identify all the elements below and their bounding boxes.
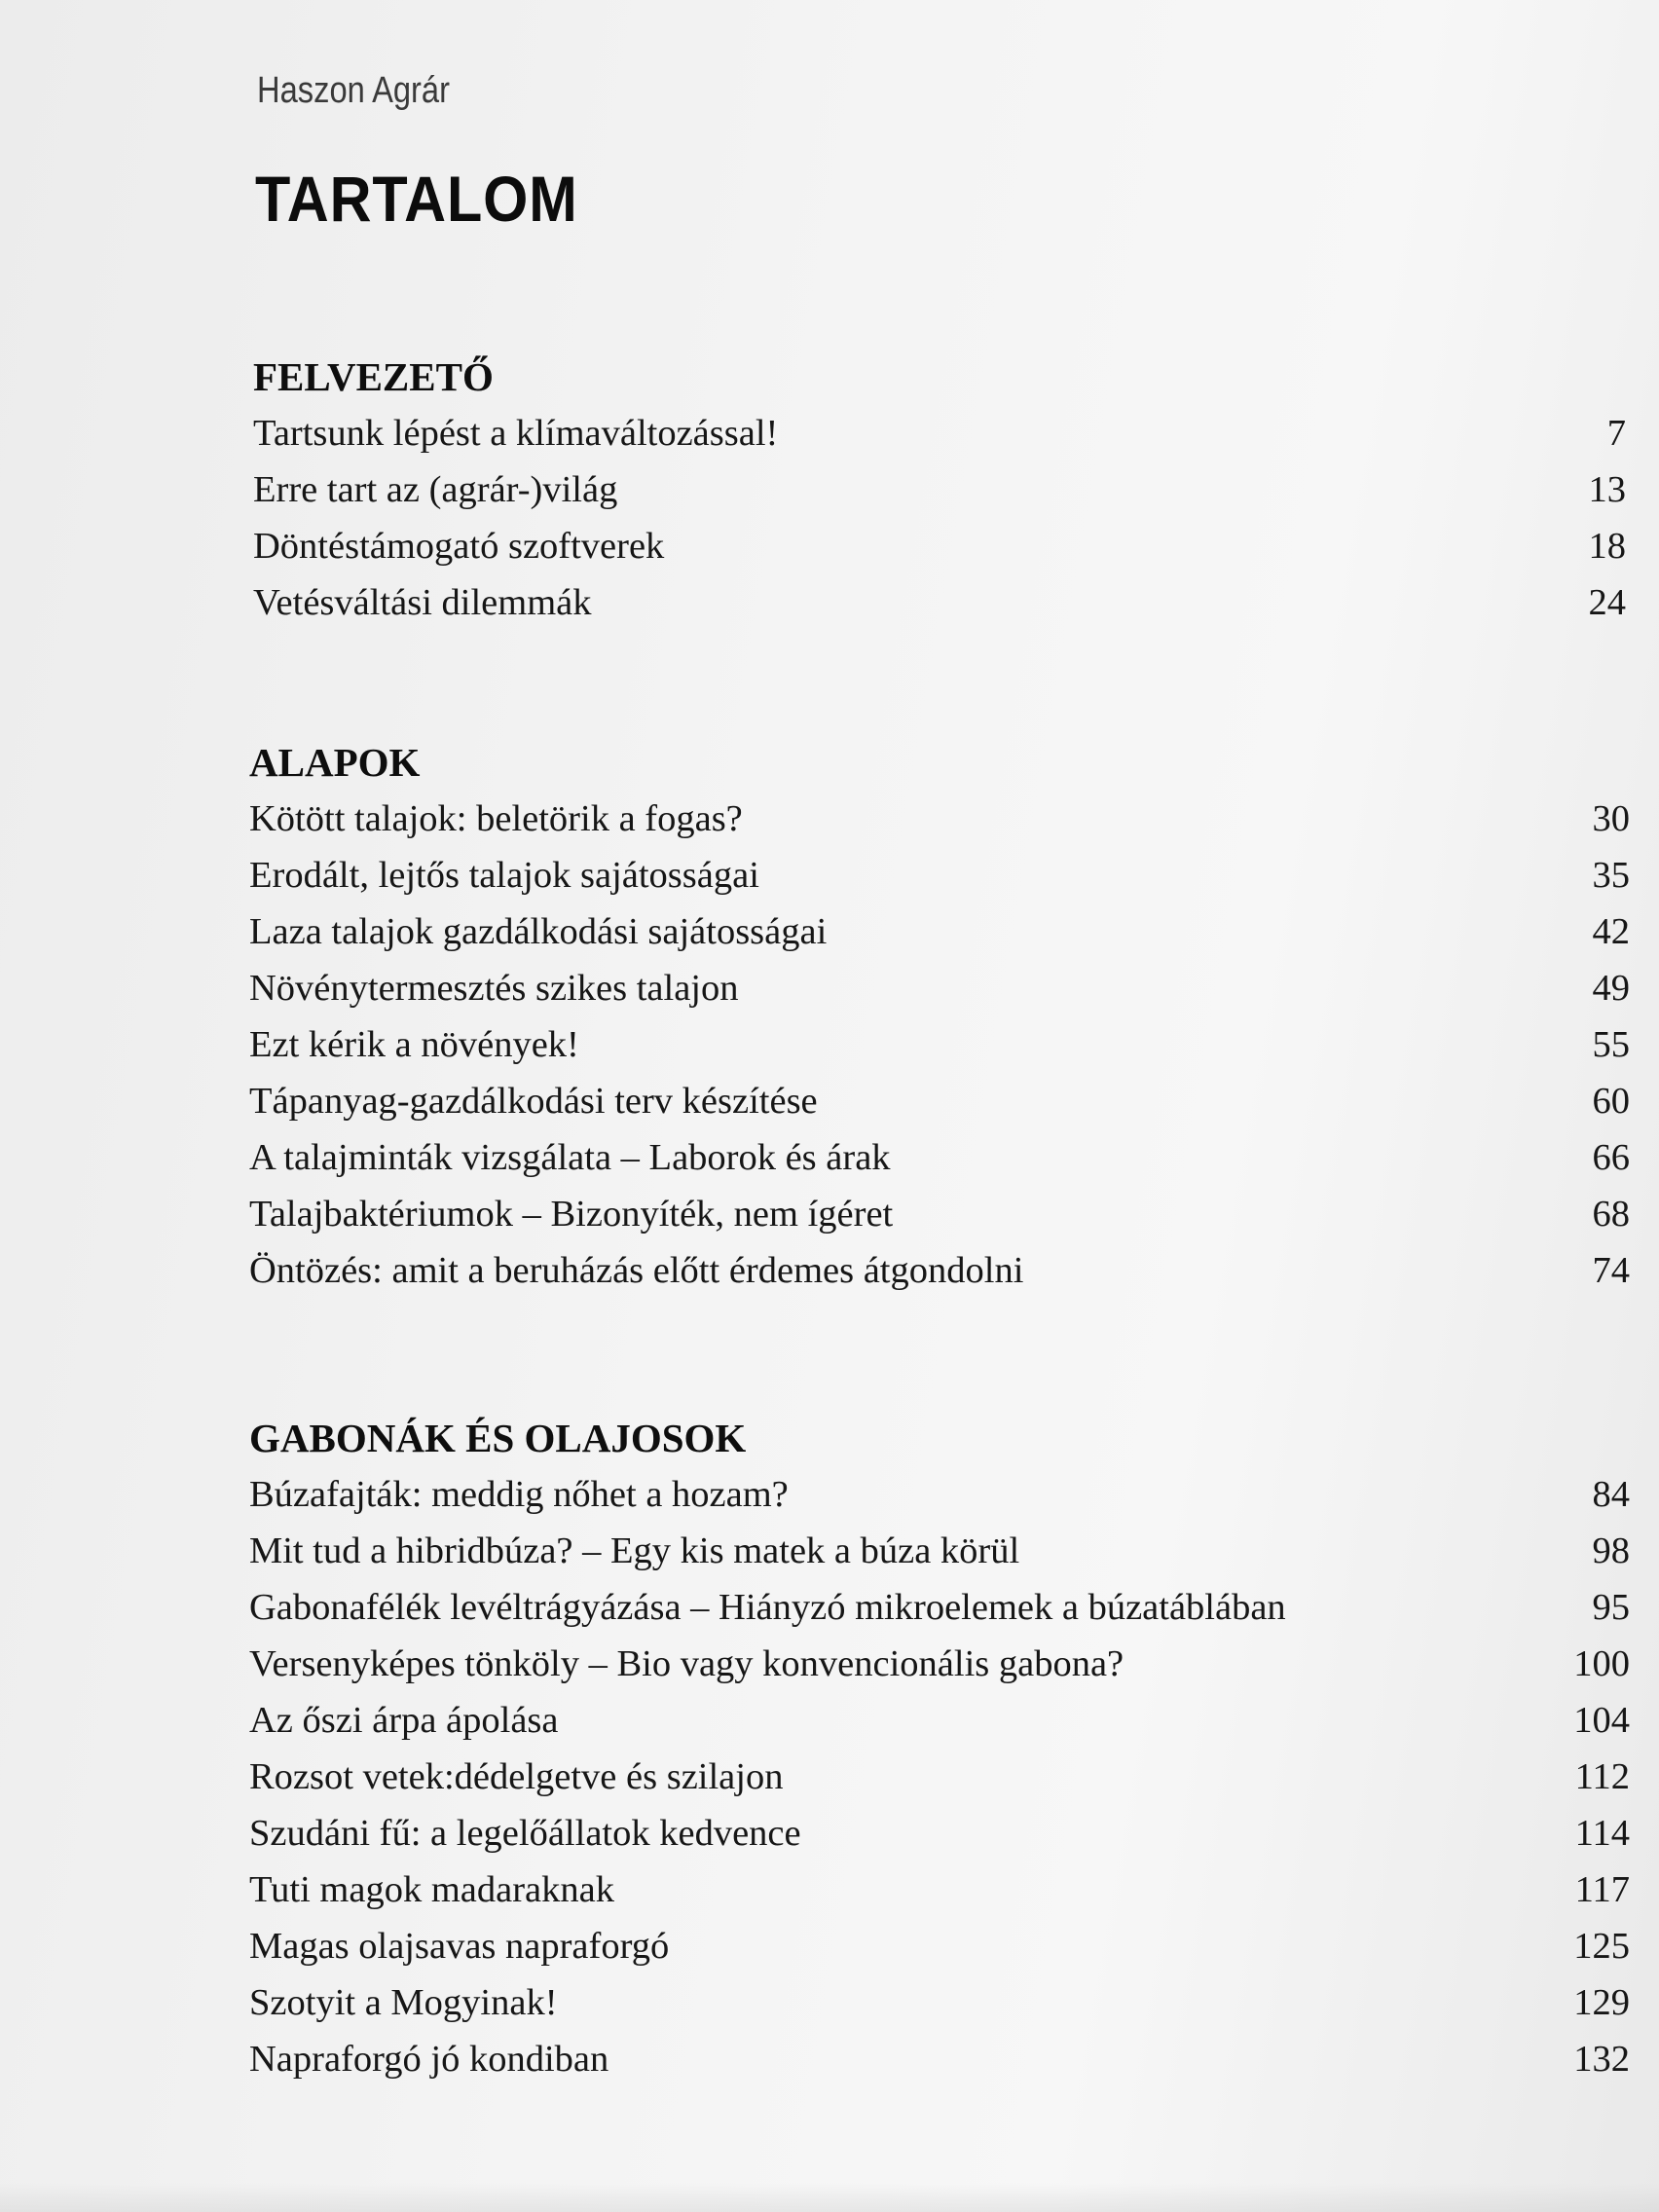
- entry-title: Döntéstámogató szoftverek: [253, 526, 665, 567]
- entry-page-number: 66: [1592, 1137, 1630, 1178]
- entry-title: Mit tud a hibridbúza? – Egy kis matek a búza körül: [249, 1530, 1020, 1571]
- entry-title: Erre tart az (agrár-)világ: [253, 469, 618, 510]
- entry-page-number: 95: [1592, 1587, 1630, 1628]
- entry-page-number: 112: [1574, 1756, 1630, 1797]
- entry-page-number: 104: [1573, 1700, 1630, 1741]
- entry-title: Ezt kérik a növények!: [249, 1024, 579, 1065]
- toc-entry: [245, 1466, 1636, 1523]
- entry-title: Talajbaktériumok – Bizonyíték, nem ígéret: [249, 1194, 894, 1235]
- entry-title: Tápanyag-gazdálkodási terv készítése: [249, 1081, 818, 1122]
- toc-entry: [245, 1579, 1636, 1636]
- entry-title: Erodált, lejtős talajok sajátosságai: [249, 855, 759, 896]
- toc-entry: [245, 1242, 1636, 1299]
- entry-title: Vetésváltási dilemmák: [253, 582, 592, 623]
- toc-entry: [245, 1073, 1636, 1129]
- section-heading: ALAPOK: [249, 740, 421, 785]
- toc-entry: [249, 518, 1632, 574]
- entry-page-number: 100: [1573, 1643, 1630, 1684]
- entry-page-number: 55: [1592, 1024, 1630, 1065]
- toc-entry: [249, 461, 1632, 518]
- entry-page-number: 30: [1592, 798, 1630, 839]
- entry-title: Napraforgó jó kondiban: [249, 2039, 609, 2080]
- entry-page-number: 13: [1588, 469, 1626, 510]
- toc-entry: [245, 1805, 1636, 1862]
- toc-entry: [245, 847, 1636, 903]
- toc-section-felvezeto: [249, 349, 1632, 631]
- toc-entry: [245, 1974, 1636, 2031]
- entry-title: Öntözés: amit a beruházás előtt érdemes átgondolni: [249, 1250, 1024, 1291]
- entry-page-number: 42: [1592, 911, 1630, 952]
- entry-title: Magas olajsavas napraforgó: [249, 1926, 670, 1967]
- entry-page-number: 98: [1592, 1530, 1630, 1571]
- entry-title: Búzafajták: meddig nőhet a hozam?: [249, 1474, 789, 1515]
- publisher-name: Haszon Agrár: [257, 70, 451, 111]
- toc-section-gabonak-es-olajosok: [245, 1410, 1636, 2087]
- toc-entry: [245, 960, 1636, 1016]
- entry-page-number: 35: [1592, 855, 1630, 896]
- entry-title: Szotyit a Mogyinak!: [249, 1982, 558, 2023]
- entry-title: Szudáni fű: a legelőállatok kedvence: [249, 1813, 801, 1854]
- page-title: TARTALOM: [255, 163, 578, 235]
- toc-entry: [245, 903, 1636, 960]
- toc-entry: [249, 574, 1632, 631]
- entry-page-number: 132: [1573, 2039, 1630, 2080]
- entry-title: Kötött talajok: beletörik a fogas?: [249, 798, 743, 839]
- entry-page-number: 74: [1592, 1250, 1630, 1291]
- entry-page-number: 114: [1574, 1813, 1630, 1854]
- toc-entry: [245, 1636, 1636, 1692]
- entry-page-number: 7: [1606, 413, 1626, 454]
- toc-entry: [245, 1918, 1636, 1974]
- entry-page-number: 129: [1573, 1982, 1630, 2023]
- entry-title: Versenyképes tönköly – Bio vagy konvencionális gabona?: [249, 1643, 1124, 1684]
- entry-page-number: 68: [1592, 1194, 1630, 1235]
- toc-entry: [245, 1523, 1636, 1579]
- entry-page-number: 49: [1592, 968, 1630, 1009]
- entry-title: Tuti magok madaraknak: [249, 1869, 614, 1910]
- entry-page-number: 24: [1588, 582, 1626, 623]
- entry-page-number: 60: [1592, 1081, 1630, 1122]
- entry-title: Gabonafélék levéltrágyázása – Hiányzó mikroelemek a búzatáblában: [249, 1587, 1286, 1628]
- toc-section-alapok: [245, 734, 1636, 1299]
- toc-entry: [245, 1862, 1636, 1918]
- entry-title: Tartsunk lépést a klímaváltozással!: [253, 413, 779, 454]
- entry-title: A talajminták vizsgálata – Laborok és árak: [249, 1137, 891, 1178]
- entry-page-number: 117: [1574, 1869, 1630, 1910]
- entry-title: Az őszi árpa ápolása: [249, 1700, 559, 1741]
- section-heading: GABONÁK ÉS OLAJOSOK: [249, 1416, 747, 1460]
- entry-page-number: 84: [1592, 1474, 1630, 1515]
- page-bottom-shadow: [0, 2183, 1659, 2212]
- entry-title: Növénytermesztés szikes talajon: [249, 968, 739, 1009]
- toc-entry: [245, 1186, 1636, 1242]
- toc-entry: [245, 2031, 1636, 2087]
- toc-entry: [245, 1692, 1636, 1749]
- section-heading: FELVEZETŐ: [253, 354, 494, 399]
- entry-title: Rozsot vetek:dédelgetve és szilajon: [249, 1756, 784, 1797]
- toc-entry: [245, 1129, 1636, 1186]
- toc-entry: [245, 791, 1636, 847]
- entry-page-number: 18: [1588, 526, 1626, 567]
- toc-entry: [245, 1749, 1636, 1805]
- entry-title: Laza talajok gazdálkodási sajátosságai: [249, 911, 828, 952]
- entry-page-number: 125: [1573, 1926, 1630, 1967]
- toc-entry: [245, 1016, 1636, 1073]
- toc-entry: [249, 405, 1632, 461]
